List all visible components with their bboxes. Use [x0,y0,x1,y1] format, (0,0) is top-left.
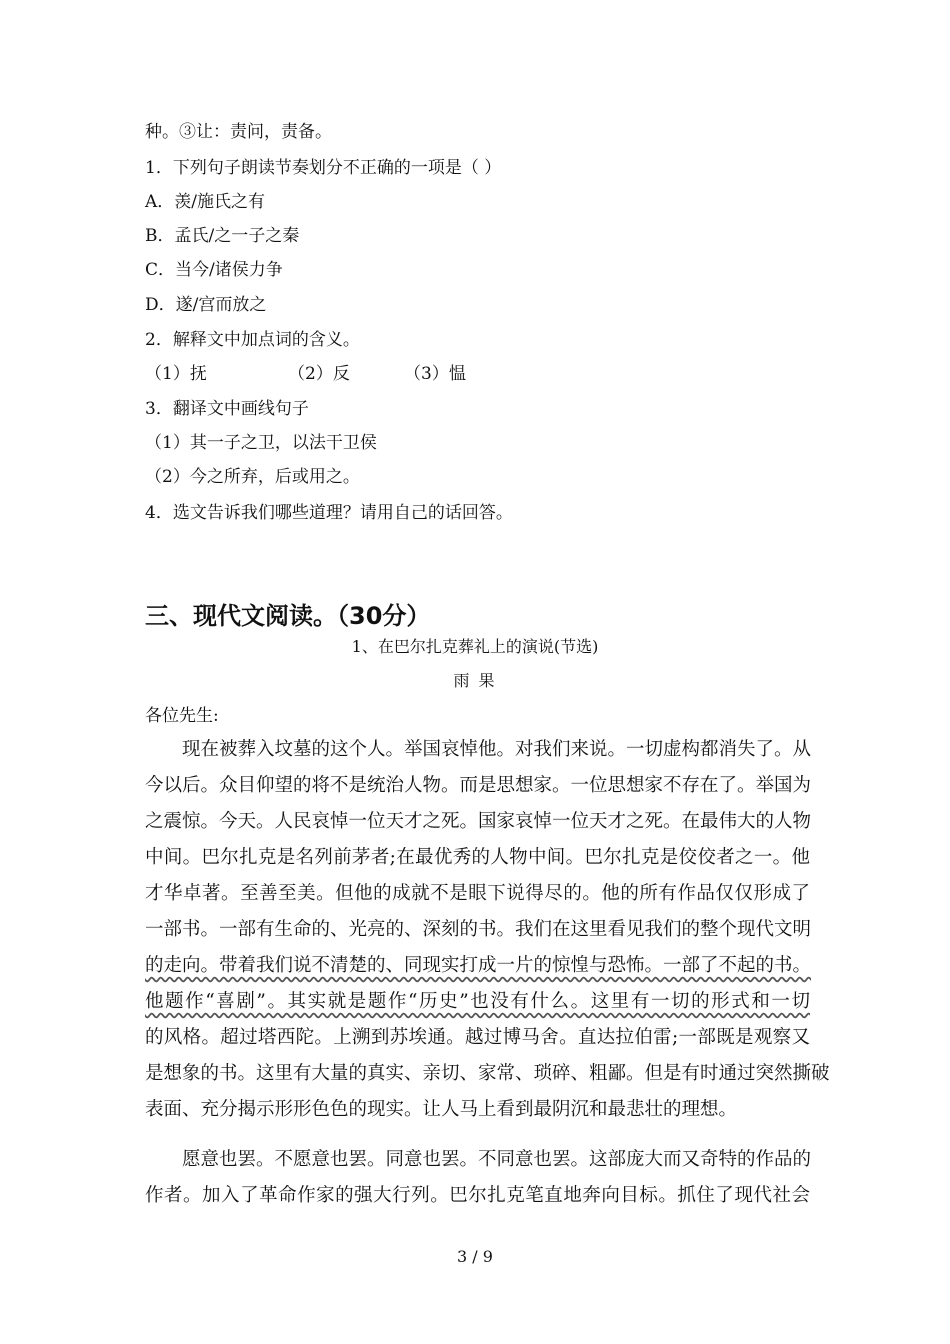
q2-item-3: （3）愠 [404,364,466,384]
salutation: 各位先生: [145,706,219,726]
q3-item-1: （1）其一子之卫，以法干卫侯 [145,433,377,453]
paragraph-line: 才华卓著。至善至美。但他的成就不是眼下说得尽的。他的所有作品仅仅形成了 [145,883,810,904]
paragraph-line: 表面、充分揭示形形色色的现实。让人马上看到最阴沉和最悲壮的理想。 [145,1099,738,1120]
question-1: 1．下列句子朗读节奏划分不正确的一项是（ ） [145,158,502,178]
section-heading: 三、现代文阅读。（30分） [145,602,431,630]
paragraph-2 [145,1142,810,1214]
question-4: 4．选文告诉我们哪些道理？请用自己的话回答。 [145,503,513,523]
paragraph-line: 中间。巴尔扎克是名列前茅者;在最优秀的人物中间。巴尔扎克是佼佼者之一。他 [145,847,810,868]
paragraph-line: 现在被葬入坟墓的这个人。举国哀悼他。对我们来说。一切虚构都消失了。从 [145,739,812,760]
paragraph-line: 愿意也罢。不愿意也罢。同意也罢。不同意也罢。这部庞大而又奇特的作品的 [145,1149,812,1170]
article-author: 雨 果 [453,671,497,690]
q2-item-2: （2）反 [288,364,350,384]
q3-item-2: （2）今之所弃，后或用之。 [145,467,360,487]
page-number: 3 / 9 [457,1247,493,1266]
underlined-sentence: 的走向。带着我们说不清楚的、同现实打成一片的惊惶与恐怖。一部了不起的书。 [145,955,812,976]
option-c: C．当今/诸侯力争 [145,260,283,280]
paragraph-line: 之震惊。今天。人民哀悼一位天才之死。国家哀悼一位天才之死。在最伟大的人物 [145,811,812,832]
paragraph-line: 一部书。一部有生命的、光亮的、深刻的书。我们在这里看见我们的整个现代文明 [145,919,812,940]
option-b: B．孟氏/之一子之秦 [145,226,300,246]
question-2: 2．解释文中加点词的含义。 [145,330,360,350]
article-title: 1、在巴尔扎克葬礼上的演说(节选) [351,637,599,656]
underlined-sentence: 他题作“喜剧”。其实就是题作“历史”也没有什么。这里有一切的形式和一切 [145,991,810,1012]
paragraph-line: 今以后。众目仰望的将不是统治人物。而是思想家。一位思想家不存在了。举国为 [145,775,812,796]
question-3: 3．翻译文中画线句子 [145,399,309,419]
paragraph-line: 作者。加入了革命作家的强大行列。巴尔扎克笔直地奔向目标。抓住了现代社会 [145,1185,810,1206]
paragraph-line: 是想象的书。这里有大量的真实、亲切、家常、琐碎、粗鄙。但是有时通过突然撕破 [145,1063,830,1084]
text-line: 种。③让：责问，责备。 [145,122,332,142]
option-d: D．遂/宫而放之 [145,295,267,315]
paragraph-1 [145,732,830,1128]
q2-item-1: （1）抚 [145,364,207,384]
paragraph-line: 的风格。超过塔西陀。上溯到苏埃通。越过博马舍。直达拉伯雷;一部既是观察又 [145,1027,810,1048]
option-a: A．羡/施氏之有 [145,192,266,212]
